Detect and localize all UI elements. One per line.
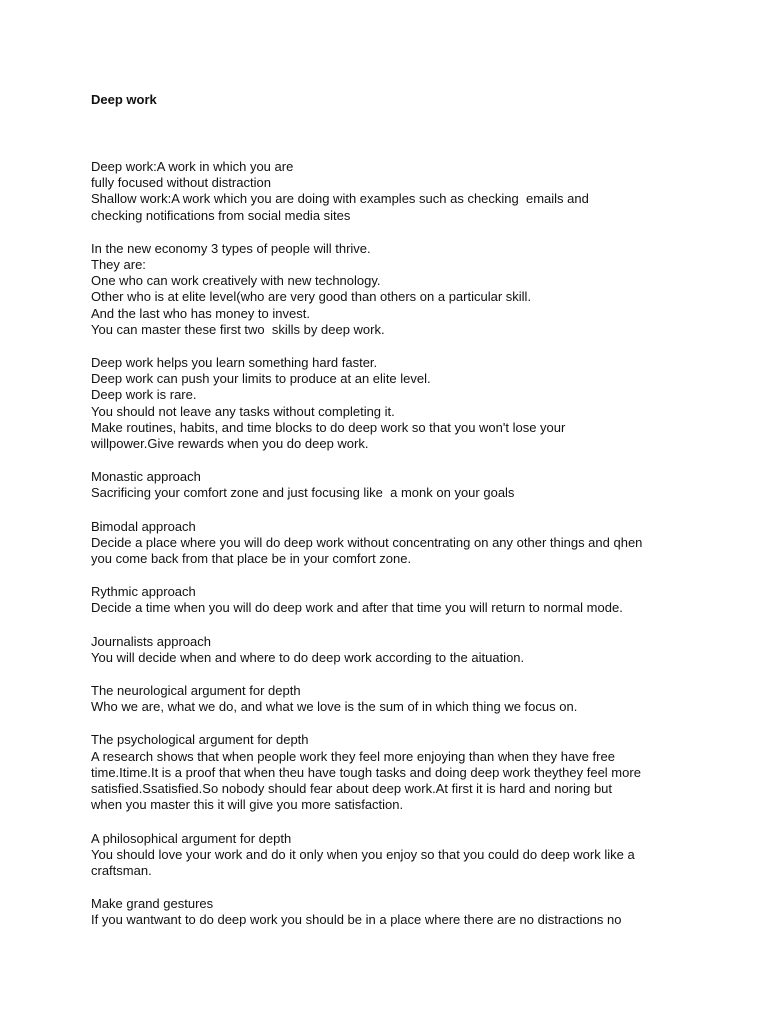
paragraph-block (91, 159, 731, 224)
text-line: A research shows that when people work they feel more enjoying than when they have free (91, 748, 615, 764)
document-title: Deep work (91, 92, 157, 107)
paragraph-block (91, 469, 731, 501)
text-line: willpower.Give rewards when you do deep work. (91, 436, 369, 452)
text-line: craftsman. (91, 862, 152, 878)
text-line: Deep work helps you learn something hard faster. (91, 355, 378, 371)
section-heading: The psychological argument for depth (91, 732, 309, 748)
text-line: Deep work is rare. (91, 387, 197, 403)
section-heading: The neurological argument for depth (91, 683, 301, 699)
text-line: fully focused without distraction (91, 175, 271, 191)
text-line: You will decide when and where to do deep work according to the aituation. (91, 649, 525, 665)
section-heading: Monastic approach (91, 469, 201, 485)
text-line: Decide a place where you will do deep work without concentrating on any other things and qhen (91, 534, 643, 550)
section-heading: Rythmic approach (91, 584, 196, 600)
document-body (91, 159, 731, 929)
text-line: satisfied.Ssatisfied.So nobody should fear about deep work.At first it is hard and noring but (91, 781, 613, 797)
text-line: time.Itime.It is a proof that when theu have tough tasks and doing deep work theythey feel more (91, 764, 641, 780)
section-heading: Make grand gestures (91, 896, 214, 912)
paragraph-block (91, 355, 731, 452)
paragraph-block (91, 584, 731, 616)
text-line: Deep work can push your limits to produce at an elite level. (91, 371, 431, 387)
text-line: You can master these first two skills by deep work. (91, 321, 385, 337)
paragraph-block (91, 831, 731, 880)
text-line: Make routines, habits, and time blocks to do deep work so that you won't lose your (91, 419, 566, 435)
paragraph-block (91, 732, 731, 813)
paragraph-block (91, 683, 731, 715)
text-line: They are: (91, 257, 146, 273)
document-page (91, 92, 731, 946)
paragraph-block (91, 519, 731, 568)
paragraph-block (91, 241, 731, 338)
text-line: You should not leave any tasks without completing it. (91, 403, 395, 419)
text-line: In the new economy 3 types of people will thrive. (91, 240, 371, 256)
section-heading: Journalists approach (91, 633, 211, 649)
text-line: Shallow work:A work which you are doing with examples such as checking emails and (91, 191, 589, 207)
paragraph-block (91, 896, 731, 928)
text-line: checking notifications from social media sites (91, 207, 351, 223)
text-line: Decide a time when you will do deep work and after that time you will return to normal mode. (91, 600, 623, 616)
text-line: And the last who has money to invest. (91, 305, 310, 321)
text-line: Who we are, what we do, and what we love is the sum of in which thing we focus on. (91, 699, 578, 715)
text-line: You should love your work and do it only when you enjoy so that you could do deep work like a (91, 846, 635, 862)
text-line: Sacrificing your comfort zone and just focusing like a monk on your goals (91, 485, 515, 501)
section-heading: Bimodal approach (91, 518, 196, 534)
text-line: Other who is at elite level(who are very good than others on a particular skill. (91, 289, 532, 305)
text-line: Deep work:A work in which you are (91, 159, 294, 174)
text-line: One who can work creatively with new technology. (91, 273, 381, 289)
text-line: If you wantwant to do deep work you should be in a place where there are no distractions no (91, 912, 622, 928)
text-line: you come back from that place be in your comfort zone. (91, 551, 412, 567)
section-heading: A philosophical argument for depth (91, 830, 292, 846)
text-line: when you master this it will give you more satisfaction. (91, 797, 404, 813)
paragraph-block (91, 634, 731, 666)
